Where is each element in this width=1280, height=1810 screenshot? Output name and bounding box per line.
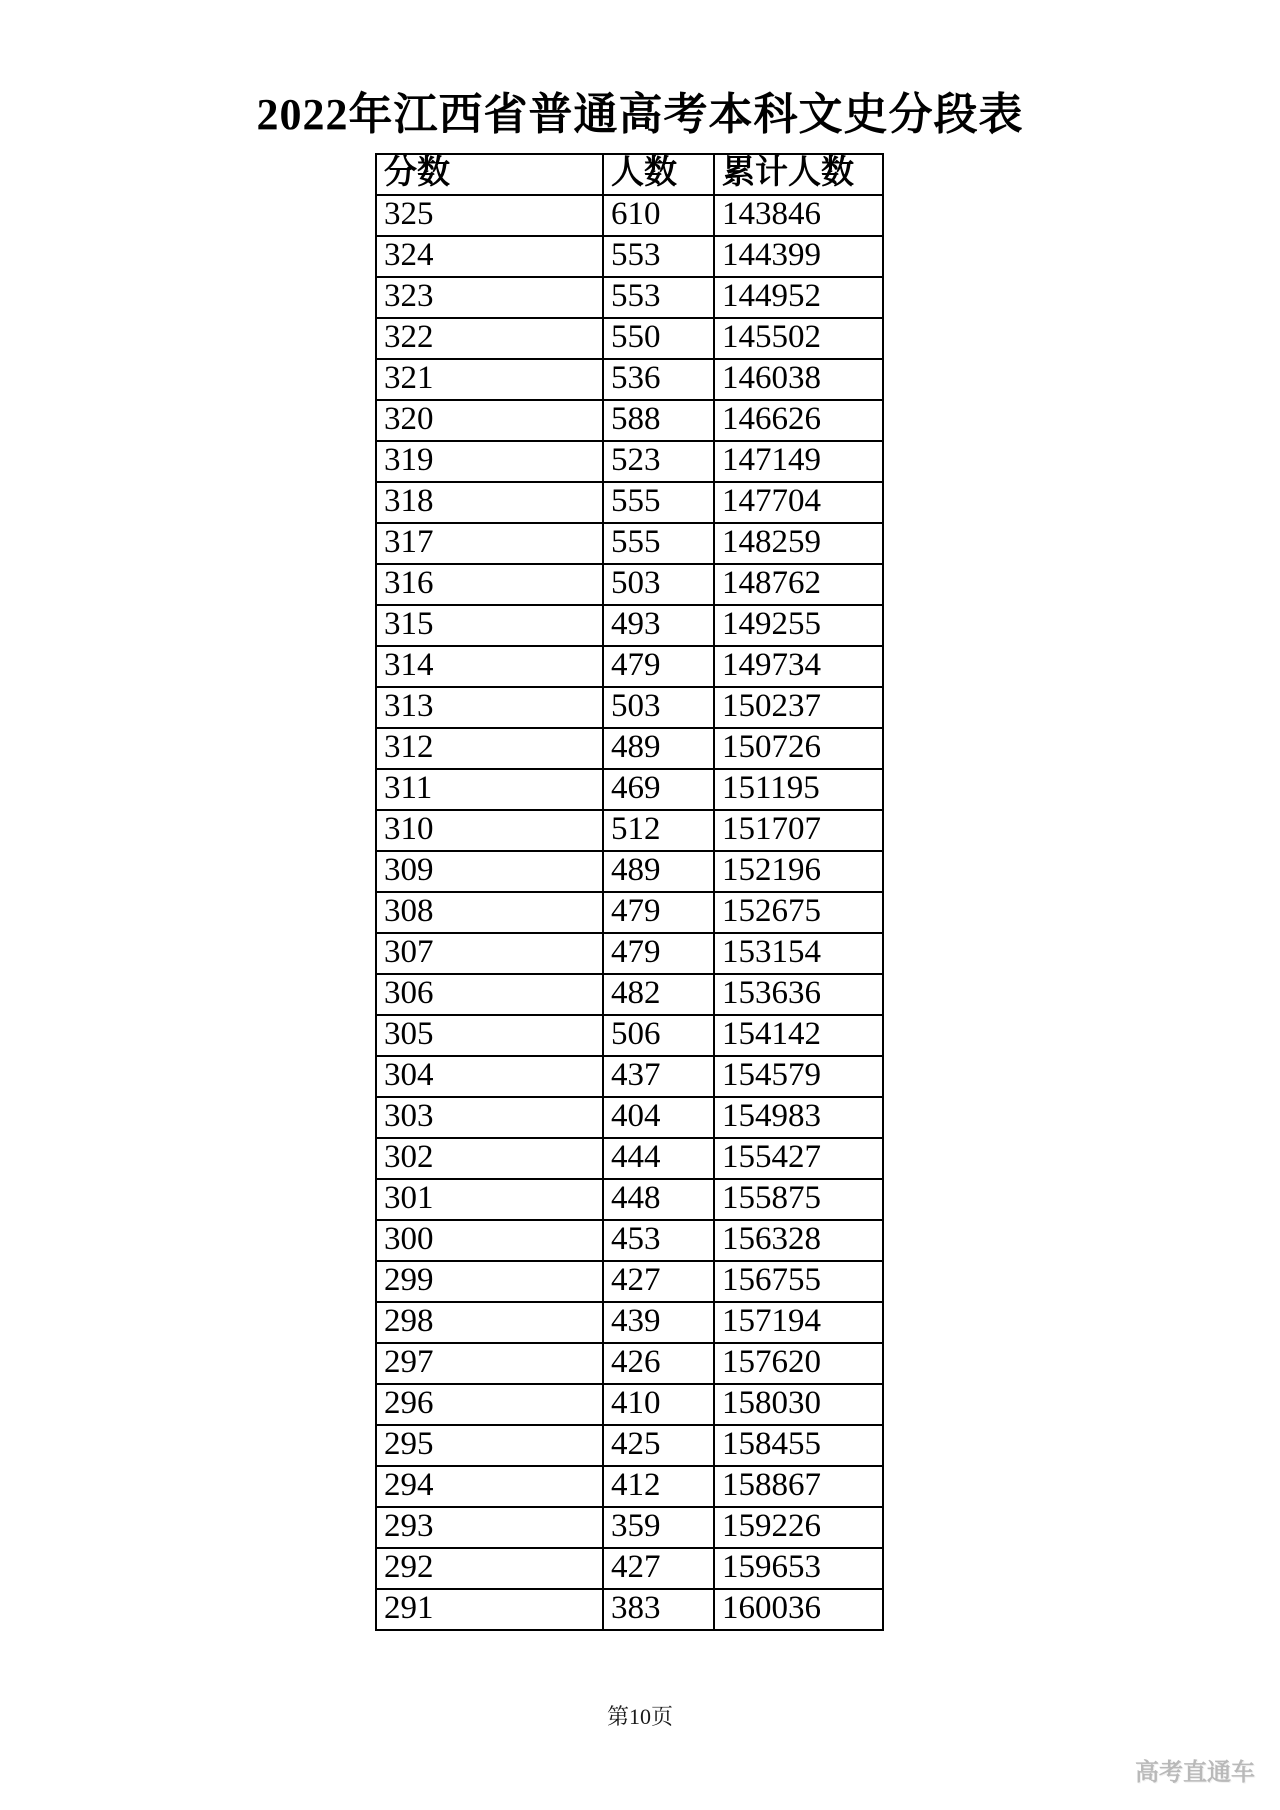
cell-score: 312 — [376, 728, 603, 769]
cell-cumulative-count: 151707 — [714, 810, 883, 851]
cell-count: 588 — [603, 400, 714, 441]
cell-count: 410 — [603, 1384, 714, 1425]
table-row — [376, 1015, 883, 1056]
table-row — [376, 1507, 883, 1548]
cell-score: 321 — [376, 359, 603, 400]
table-row — [376, 1138, 883, 1179]
table-row — [376, 1343, 883, 1384]
table-row — [376, 523, 883, 564]
cell-cumulative-count: 148762 — [714, 564, 883, 605]
cell-cumulative-count: 154579 — [714, 1056, 883, 1097]
cell-score: 291 — [376, 1589, 603, 1630]
table-row — [376, 236, 883, 277]
cell-cumulative-count: 147704 — [714, 482, 883, 523]
cell-cumulative-count: 157194 — [714, 1302, 883, 1343]
cell-score: 297 — [376, 1343, 603, 1384]
table-row — [376, 441, 883, 482]
cell-cumulative-count: 158867 — [714, 1466, 883, 1507]
cell-count: 359 — [603, 1507, 714, 1548]
table-header-row — [376, 154, 883, 195]
cell-count: 412 — [603, 1466, 714, 1507]
table-row — [376, 851, 883, 892]
cell-cumulative-count: 157620 — [714, 1343, 883, 1384]
cell-count: 506 — [603, 1015, 714, 1056]
cell-score: 304 — [376, 1056, 603, 1097]
table-row — [376, 892, 883, 933]
cell-cumulative-count: 150726 — [714, 728, 883, 769]
cell-score: 310 — [376, 810, 603, 851]
cell-count: 550 — [603, 318, 714, 359]
cell-count: 444 — [603, 1138, 714, 1179]
header-cumulative-count: 累计人数 — [714, 154, 883, 195]
table-row — [376, 810, 883, 851]
cell-score: 307 — [376, 933, 603, 974]
cell-score: 320 — [376, 400, 603, 441]
table-body — [376, 195, 883, 1630]
cell-count: 479 — [603, 933, 714, 974]
table-row — [376, 605, 883, 646]
cell-count: 493 — [603, 605, 714, 646]
header-score: 分数 — [376, 154, 603, 195]
cell-count: 404 — [603, 1097, 714, 1138]
cell-count: 453 — [603, 1220, 714, 1261]
cell-score: 305 — [376, 1015, 603, 1056]
cell-cumulative-count: 152675 — [714, 892, 883, 933]
table-row — [376, 1302, 883, 1343]
cell-cumulative-count: 159653 — [714, 1548, 883, 1589]
cell-score: 296 — [376, 1384, 603, 1425]
table-row — [376, 1097, 883, 1138]
cell-cumulative-count: 158455 — [714, 1425, 883, 1466]
cell-score: 319 — [376, 441, 603, 482]
cell-count: 553 — [603, 277, 714, 318]
cell-cumulative-count: 146626 — [714, 400, 883, 441]
cell-score: 318 — [376, 482, 603, 523]
table-row — [376, 1466, 883, 1507]
cell-count: 512 — [603, 810, 714, 851]
table-row — [376, 1548, 883, 1589]
cell-cumulative-count: 160036 — [714, 1589, 883, 1630]
cell-score: 298 — [376, 1302, 603, 1343]
cell-count: 426 — [603, 1343, 714, 1384]
table-row — [376, 646, 883, 687]
cell-score: 323 — [376, 277, 603, 318]
cell-score: 313 — [376, 687, 603, 728]
table-row — [376, 1261, 883, 1302]
table-row — [376, 687, 883, 728]
table-row — [376, 318, 883, 359]
table-row — [376, 769, 883, 810]
cell-count: 383 — [603, 1589, 714, 1630]
cell-cumulative-count: 156328 — [714, 1220, 883, 1261]
cell-score: 300 — [376, 1220, 603, 1261]
cell-score: 317 — [376, 523, 603, 564]
cell-count: 555 — [603, 523, 714, 564]
table-row — [376, 564, 883, 605]
cell-cumulative-count: 155427 — [714, 1138, 883, 1179]
table-row — [376, 1384, 883, 1425]
score-distribution-table — [375, 153, 884, 1631]
cell-cumulative-count: 152196 — [714, 851, 883, 892]
cell-count: 523 — [603, 441, 714, 482]
cell-cumulative-count: 144399 — [714, 236, 883, 277]
cell-count: 610 — [603, 195, 714, 236]
table-row — [376, 277, 883, 318]
cell-score: 306 — [376, 974, 603, 1015]
cell-cumulative-count: 149255 — [714, 605, 883, 646]
cell-score: 293 — [376, 1507, 603, 1548]
table-row — [376, 359, 883, 400]
cell-cumulative-count: 158030 — [714, 1384, 883, 1425]
watermark-text: 高考直通车 — [1135, 1759, 1255, 1786]
cell-count: 489 — [603, 728, 714, 769]
table-row — [376, 400, 883, 441]
cell-count: 437 — [603, 1056, 714, 1097]
table-row — [376, 974, 883, 1015]
cell-count: 439 — [603, 1302, 714, 1343]
cell-score: 316 — [376, 564, 603, 605]
cell-cumulative-count: 159226 — [714, 1507, 883, 1548]
cell-cumulative-count: 154142 — [714, 1015, 883, 1056]
cell-cumulative-count: 156755 — [714, 1261, 883, 1302]
cell-count: 553 — [603, 236, 714, 277]
cell-count: 427 — [603, 1548, 714, 1589]
cell-score: 309 — [376, 851, 603, 892]
header-count: 人数 — [603, 154, 714, 195]
cell-cumulative-count: 153636 — [714, 974, 883, 1015]
cell-cumulative-count: 149734 — [714, 646, 883, 687]
cell-score: 303 — [376, 1097, 603, 1138]
cell-count: 503 — [603, 564, 714, 605]
cell-cumulative-count: 150237 — [714, 687, 883, 728]
cell-count: 469 — [603, 769, 714, 810]
table-row — [376, 195, 883, 236]
table-row — [376, 1056, 883, 1097]
cell-cumulative-count: 154983 — [714, 1097, 883, 1138]
cell-score: 324 — [376, 236, 603, 277]
cell-score: 299 — [376, 1261, 603, 1302]
table-row — [376, 1220, 883, 1261]
table-row — [376, 1179, 883, 1220]
cell-score: 301 — [376, 1179, 603, 1220]
cell-count: 427 — [603, 1261, 714, 1302]
cell-score: 302 — [376, 1138, 603, 1179]
cell-cumulative-count: 151195 — [714, 769, 883, 810]
cell-count: 489 — [603, 851, 714, 892]
cell-cumulative-count: 147149 — [714, 441, 883, 482]
table-row — [376, 1589, 883, 1630]
document-title: 2022年江西省普通高考本科文史分段表 — [256, 90, 1024, 139]
cell-count: 479 — [603, 892, 714, 933]
cell-cumulative-count: 155875 — [714, 1179, 883, 1220]
cell-count: 536 — [603, 359, 714, 400]
cell-score: 295 — [376, 1425, 603, 1466]
cell-count: 425 — [603, 1425, 714, 1466]
cell-cumulative-count: 146038 — [714, 359, 883, 400]
cell-cumulative-count: 153154 — [714, 933, 883, 974]
table-row — [376, 933, 883, 974]
table-row — [376, 728, 883, 769]
cell-score: 322 — [376, 318, 603, 359]
cell-score: 294 — [376, 1466, 603, 1507]
cell-cumulative-count: 148259 — [714, 523, 883, 564]
cell-score: 314 — [376, 646, 603, 687]
cell-count: 448 — [603, 1179, 714, 1220]
cell-score: 292 — [376, 1548, 603, 1589]
cell-score: 311 — [376, 769, 603, 810]
cell-score: 315 — [376, 605, 603, 646]
cell-count: 479 — [603, 646, 714, 687]
cell-cumulative-count: 145502 — [714, 318, 883, 359]
cell-score: 308 — [376, 892, 603, 933]
cell-count: 503 — [603, 687, 714, 728]
page-number: 第10页 — [606, 1704, 673, 1729]
cell-score: 325 — [376, 195, 603, 236]
cell-count: 555 — [603, 482, 714, 523]
table-row — [376, 1425, 883, 1466]
table-row — [376, 482, 883, 523]
cell-cumulative-count: 144952 — [714, 277, 883, 318]
cell-cumulative-count: 143846 — [714, 195, 883, 236]
cell-count: 482 — [603, 974, 714, 1015]
